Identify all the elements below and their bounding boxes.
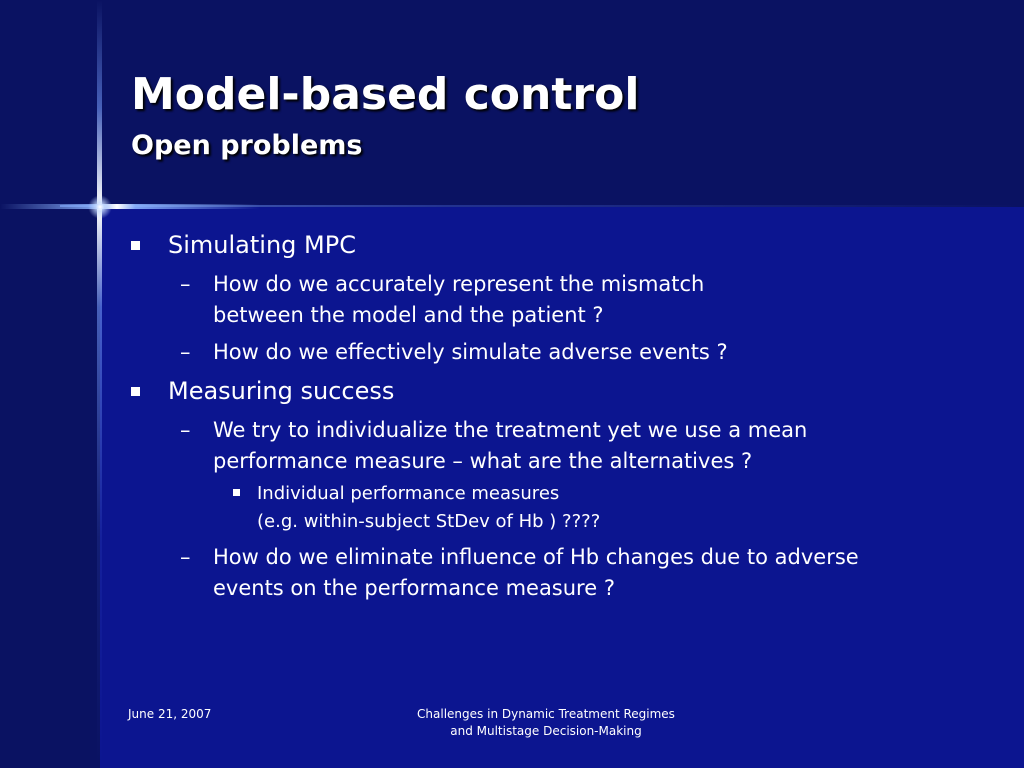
footer-date: June 21, 2007 — [128, 707, 212, 721]
dash-bullet: – — [180, 545, 191, 569]
sub-bullet-line: We try to individualize the treatment yet we use a mean — [213, 418, 808, 442]
bullet-text: Measuring success — [168, 377, 395, 405]
sub-bullet-line: How do we effectively simulate adverse events ? — [213, 340, 728, 364]
square-bullet-icon — [131, 387, 140, 396]
dash-bullet: – — [180, 272, 191, 296]
small-square-bullet-icon — [233, 489, 240, 496]
slide-subtitle: Open problems — [131, 130, 363, 161]
footer-title-line: and Multistage Decision-Making — [450, 724, 642, 738]
footer-title — [396, 706, 696, 740]
sub-bullet-line: How do we eliminate influence of Hb changes due to adverse — [213, 545, 859, 569]
sub-sub-bullet-line: Individual performance measures — [257, 483, 560, 504]
square-bullet-icon — [131, 241, 140, 250]
sub-bullet-line: How do we accurately represent the mismatch — [213, 272, 705, 296]
sub-bullet-line: between the model and the patient ? — [213, 303, 604, 327]
left-band — [0, 207, 100, 768]
dash-bullet: – — [180, 418, 191, 442]
sub-sub-bullet-line: (e.g. within-subject StDev of Hb ) ???? — [257, 511, 601, 532]
lens-flare-icon — [88, 195, 112, 219]
bullet-text: Simulating MPC — [168, 231, 356, 259]
dash-bullet: – — [180, 340, 191, 364]
sub-bullet-line: performance measure – what are the alternatives ? — [213, 449, 753, 473]
horizontal-light-streak — [0, 204, 260, 209]
slide-title: Model-based control — [131, 69, 640, 120]
vertical-light-streak — [97, 0, 102, 768]
sub-bullet-line: events on the performance measure ? — [213, 576, 615, 600]
footer-title-line: Challenges in Dynamic Treatment Regimes — [417, 707, 675, 721]
